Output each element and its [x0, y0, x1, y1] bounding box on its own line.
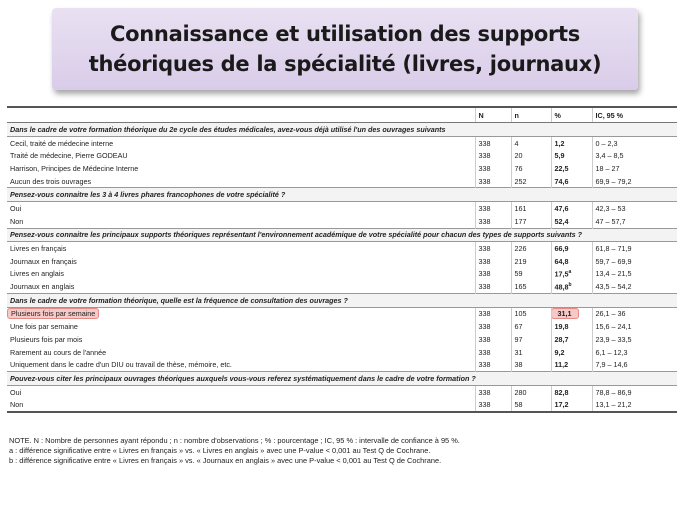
row-label-cell — [7, 307, 475, 320]
cell-pct — [551, 398, 592, 412]
cell-ic: 59,7 – 69,9 — [592, 255, 677, 268]
table-row — [7, 175, 677, 188]
pct-value: 64,8 — [554, 256, 569, 266]
table-row — [7, 136, 677, 149]
cell-ic: 6,1 – 12,3 — [592, 346, 677, 359]
pct-value: 17,2 — [554, 400, 569, 410]
row-label: Non — [10, 400, 24, 410]
table-row — [7, 320, 677, 333]
section-question-row — [7, 228, 677, 242]
cell-n-obs: 165 — [511, 280, 551, 293]
cell-ic: 61,8 – 71,9 — [592, 242, 677, 255]
row-label: Rarement au cours de l'année — [10, 347, 107, 357]
cell-pct — [551, 242, 592, 255]
cell-n-total: 338 — [475, 307, 511, 320]
row-label-cell — [7, 268, 475, 281]
pct-value: 11,2 — [554, 360, 569, 370]
table-row — [7, 333, 677, 346]
cell-n-total: 338 — [475, 320, 511, 333]
cell-ic: 13,1 – 21,2 — [592, 398, 677, 412]
cell-n-obs: 97 — [511, 333, 551, 346]
row-label-cell — [7, 358, 475, 371]
results-table — [7, 106, 677, 413]
section-question-row — [7, 188, 677, 202]
header-label — [7, 107, 475, 123]
title-banner — [52, 8, 638, 90]
cell-pct — [551, 385, 592, 398]
row-label: Livres en français — [10, 244, 67, 254]
cell-n-total: 338 — [475, 136, 511, 149]
pct-value: 19,8 — [554, 322, 569, 332]
cell-pct — [551, 255, 592, 268]
cell-ic: 13,4 – 21,5 — [592, 268, 677, 281]
table-header-row — [7, 107, 677, 123]
row-label: Non — [10, 216, 24, 226]
header-n-total: N — [475, 107, 511, 123]
cell-pct — [551, 162, 592, 175]
row-label: Cecil, traité de médecine interne — [10, 138, 114, 148]
cell-pct — [551, 215, 592, 228]
cell-ic: 15,6 – 24,1 — [592, 320, 677, 333]
table-row — [7, 215, 677, 228]
cell-n-total: 338 — [475, 162, 511, 175]
cell-ic: 7,9 – 14,6 — [592, 358, 677, 371]
cell-pct — [551, 333, 592, 346]
cell-pct — [551, 149, 592, 162]
table-row — [7, 358, 677, 371]
cell-n-total: 338 — [475, 149, 511, 162]
row-label: Livres en anglais — [10, 269, 64, 279]
cell-ic: 78,8 – 86,9 — [592, 385, 677, 398]
header-pct: % — [551, 107, 592, 123]
pct-footnote-marker: b — [568, 281, 572, 288]
cell-n-obs: 58 — [511, 398, 551, 412]
row-label-cell — [7, 398, 475, 412]
row-label-cell — [7, 255, 475, 268]
table-row — [7, 280, 677, 293]
cell-n-obs: 252 — [511, 175, 551, 188]
table-row — [7, 242, 677, 255]
cell-ic: 47 – 57,7 — [592, 215, 677, 228]
cell-n-total: 338 — [475, 346, 511, 359]
cell-ic: 69,9 – 79,2 — [592, 175, 677, 188]
pct-value: 28,7 — [554, 334, 569, 344]
pct-value: 31,1 — [551, 308, 579, 319]
cell-pct — [551, 175, 592, 188]
row-label: Aucun des trois ouvrages — [10, 176, 92, 186]
row-label: Oui — [10, 203, 22, 213]
note-line: b : différence significative entre « Livres en français » vs. « Journaux en anglais » avec une P-value < 0,001 au Test Q de Cochrane. — [9, 456, 442, 465]
row-label: Journaux en anglais — [10, 282, 75, 292]
note-line: a : différence significative entre « Livres en français » vs. « Livres en anglais » avec une P-value < 0,001 au Test Q de Cochrane. — [9, 446, 431, 455]
cell-pct — [551, 136, 592, 149]
row-label: Plusieurs fois par mois — [10, 334, 83, 344]
cell-n-total: 338 — [475, 268, 511, 281]
cell-pct — [551, 202, 592, 215]
note-line: NOTE. N : Nombre de personnes ayant répondu ; n : nombre d'observations ; % : pourcentage ; IC, 95 % : intervalle de confiance à 95 %. — [9, 436, 460, 445]
cell-n-total: 338 — [475, 175, 511, 188]
cell-n-obs: 31 — [511, 346, 551, 359]
cell-pct — [551, 320, 592, 333]
row-label: Plusieurs fois par semaine — [7, 308, 99, 319]
row-label-cell — [7, 175, 475, 188]
results-table-container — [7, 106, 677, 413]
cell-n-total: 338 — [475, 202, 511, 215]
pct-value: 74,6 — [554, 176, 569, 186]
pct-value: 1,2 — [554, 138, 565, 148]
row-label-cell — [7, 162, 475, 175]
pct-value: 17,5 — [554, 269, 569, 279]
pct-value: 22,5 — [554, 163, 569, 173]
cell-n-obs: 67 — [511, 320, 551, 333]
cell-ic: 43,5 – 54,2 — [592, 280, 677, 293]
pct-value: 47,6 — [554, 203, 569, 213]
cell-n-total: 338 — [475, 242, 511, 255]
row-label: Une fois par semaine — [10, 322, 78, 332]
cell-n-total: 338 — [475, 398, 511, 412]
table-row — [7, 307, 677, 320]
row-label-cell — [7, 385, 475, 398]
row-label-cell — [7, 280, 475, 293]
cell-n-obs: 177 — [511, 215, 551, 228]
row-label: Oui — [10, 387, 22, 397]
row-label-cell — [7, 242, 475, 255]
cell-ic: 23,9 – 33,5 — [592, 333, 677, 346]
row-label-cell — [7, 346, 475, 359]
cell-ic: 26,1 – 36 — [592, 307, 677, 320]
cell-pct — [551, 280, 592, 293]
table-row — [7, 162, 677, 175]
cell-n-total: 338 — [475, 280, 511, 293]
cell-n-total: 338 — [475, 385, 511, 398]
pct-value: 48,8 — [554, 282, 569, 292]
row-label-cell — [7, 333, 475, 346]
cell-ic: 42,3 – 53 — [592, 202, 677, 215]
section-question-row — [7, 123, 677, 137]
section-question-row — [7, 372, 677, 386]
cell-n-obs: 76 — [511, 162, 551, 175]
pct-footnote-marker: a — [568, 269, 572, 276]
cell-n-total: 338 — [475, 215, 511, 228]
cell-pct — [551, 307, 592, 320]
table-row — [7, 398, 677, 412]
section-question: Pouvez-vous citer les principaux ouvrages théoriques auxquels vous-vous referez systématiquement dans le cadre de votre formation ? — [7, 372, 677, 386]
section-question: Pensez-vous connaitre les principaux supports théoriques représentant l'environnement académique de votre spécialité pour chacun des types de supports suivants ? — [7, 228, 677, 242]
section-question: Dans le cadre de votre formation théorique du 2e cycle des études médicales, avez-vous déjà utilisé l'un des ouvrages suivants — [7, 123, 677, 137]
table-body — [7, 123, 677, 413]
table-row — [7, 255, 677, 268]
slide-title: Connaissance et utilisation des supports théoriques de la spécialité (livres, journaux) — [88, 22, 602, 76]
pct-value: 52,4 — [554, 216, 569, 226]
cell-n-obs: 38 — [511, 358, 551, 371]
table-row — [7, 202, 677, 215]
section-question: Pensez-vous connaitre les 3 à 4 livres phares francophones de votre spécialité ? — [7, 188, 677, 202]
cell-n-obs: 105 — [511, 307, 551, 320]
cell-n-total: 338 — [475, 255, 511, 268]
row-label-cell — [7, 215, 475, 228]
table-row — [7, 385, 677, 398]
cell-n-obs: 219 — [511, 255, 551, 268]
table-notes — [9, 436, 679, 466]
cell-ic: 18 – 27 — [592, 162, 677, 175]
header-n-obs: n — [511, 107, 551, 123]
table-row — [7, 268, 677, 281]
table-row — [7, 149, 677, 162]
row-label-cell — [7, 149, 475, 162]
cell-n-total: 338 — [475, 358, 511, 371]
row-label: Traité de médecine, Pierre GODEAU — [10, 151, 128, 161]
row-label: Journaux en français — [10, 256, 77, 266]
cell-ic: 0 – 2,3 — [592, 136, 677, 149]
cell-pct — [551, 268, 592, 281]
section-question-row — [7, 293, 677, 307]
cell-n-obs: 4 — [511, 136, 551, 149]
row-label-cell — [7, 320, 475, 333]
pct-value: 82,8 — [554, 387, 569, 397]
cell-n-obs: 161 — [511, 202, 551, 215]
cell-n-obs: 226 — [511, 242, 551, 255]
cell-pct — [551, 346, 592, 359]
cell-pct — [551, 358, 592, 371]
pct-value: 9,2 — [554, 347, 565, 357]
table-row — [7, 346, 677, 359]
section-question: Dans le cadre de votre formation théorique, quelle est la fréquence de consultation des ouvrages ? — [7, 293, 677, 307]
cell-n-obs: 280 — [511, 385, 551, 398]
cell-n-total: 338 — [475, 333, 511, 346]
cell-ic: 3,4 – 8,5 — [592, 149, 677, 162]
pct-value: 5,9 — [554, 151, 565, 161]
pct-value: 66,9 — [554, 244, 569, 254]
row-label: Harrison, Principes de Médecine Interne — [10, 163, 139, 173]
cell-n-obs: 20 — [511, 149, 551, 162]
header-ic: IC, 95 % — [592, 107, 677, 123]
row-label-cell — [7, 136, 475, 149]
cell-n-obs: 59 — [511, 268, 551, 281]
row-label-cell — [7, 202, 475, 215]
row-label: Uniquement dans le cadre d'un DIU ou travail de thèse, mémoire, etc. — [10, 360, 232, 370]
